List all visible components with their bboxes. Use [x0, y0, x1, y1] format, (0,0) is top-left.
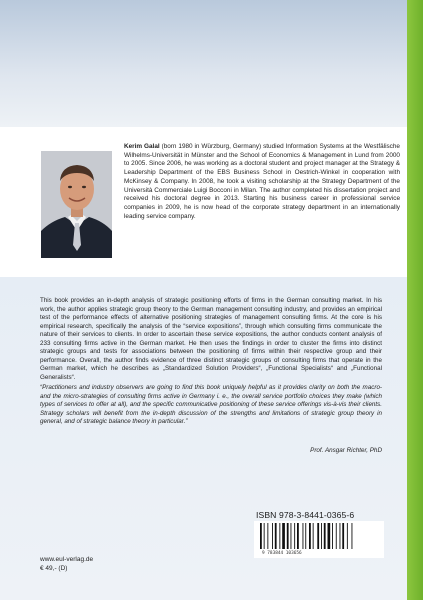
- barcode-digits: 9 783844 103656: [262, 551, 302, 556]
- top-color-band: [0, 0, 407, 127]
- green-spine-strip: [407, 0, 423, 600]
- author-section: [0, 127, 407, 277]
- book-description: This book provides an in-depth analysis of strategic positioning efforts of firms in the German consulting market. In his work, the author applies strategic group theory to the German management consulting industry, and provides an empirical test of the performance effects of alternative positioning strategies of management consulting firms. At the core is his empirical research, specifically the analysis of the “service expositions”, through which consulting firms communicate the nature of their services to clients. In order to ascertain these service expositions, the author conducts content analysis of 233 consulting firms active in the German market. He then uses the findings in order to cluster the firms into distinct strategic groups and tests for associations between the positioning of firms within their respective group and their performance. Overall, the author finds evidence of three distinct strategic groups of consulting firms that operate in the German market, which he describes as „Standardized Solution Providers“, „Functional Specialists“ and „Functional Generalists“.: [40, 297, 382, 381]
- author-portrait-image: [41, 151, 112, 258]
- barcode: [254, 521, 384, 558]
- endorsement-quote: “Practitioners and industry observers are going to find this book uniquely helpful as it provides clarity on both the macro- and the micro-strategies of consulting firms active in Germany i. e., the overall service portfolio choices they make (which types of services to offer at all), and the specific communicative positioning of these service offerings vis-à-vis their clients. Strategy scholars will benefit from the in-depth discussion of the strengths and limitations of strategic group theory in general, and of strategic balance theory in particular.”: [40, 384, 382, 426]
- book-price: € 49,- (D): [40, 565, 68, 572]
- author-bio-text: (born 1980 in Würzburg, Germany) studied Information Systems at the Westfälische Wilhelms-Universität in Münster and the School of Economics & Management in Lund from 2000 to 2005. Since 2006, he was working as a doctoral student and project manager at the Strategy & Leadership Department of the EBS Business School in Oestrich-Winkel in cooperation with McKinsey & Company. In 2008, he took a visiting scholarship at the Strategy Department of the Università Commerciale Luigi Bocconi in Milan. The author completed his dissertation project and received his doctoral degree in 2013. Starting his business career in professional service companies in 2009, he is now head of the corporate strategy department in an internationally leading service company.: [124, 143, 400, 220]
- author-bio: [124, 143, 400, 221]
- publisher-info: [40, 555, 93, 573]
- publisher-url: www.eul-verlag.de: [40, 556, 94, 563]
- author-portrait: [41, 151, 112, 258]
- isbn-label: ISBN 978-3-8441-0365-6: [256, 510, 355, 520]
- author-name: Kerim Galal: [124, 143, 160, 150]
- quote-attribution: Prof. Ansgar Richter, PhD: [310, 447, 382, 454]
- barcode-bars: [254, 521, 384, 551]
- description-section: [0, 277, 407, 600]
